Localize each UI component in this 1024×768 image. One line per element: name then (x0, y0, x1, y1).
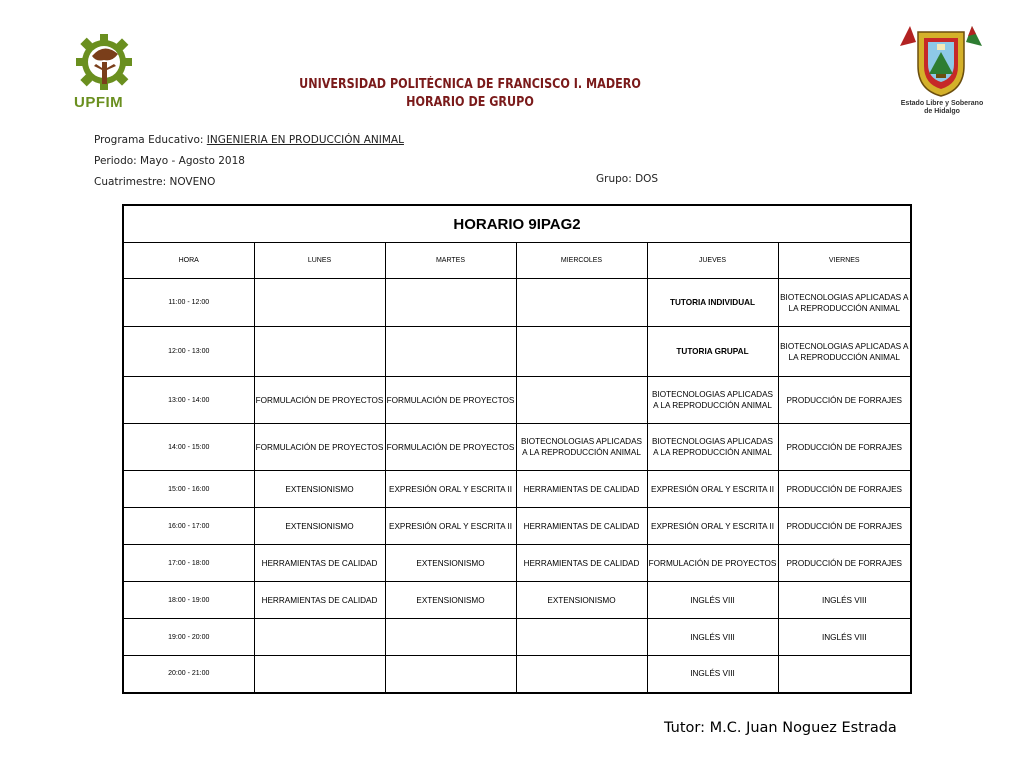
schedule-cell-miercoles: HERRAMIENTAS DE CALIDAD (516, 471, 647, 508)
schedule-cell-lunes (254, 656, 385, 693)
col-header-lunes: LUNES (254, 243, 385, 279)
table-row (123, 327, 911, 377)
schedule-table (122, 204, 912, 694)
schedule-cell-martes (385, 279, 516, 327)
coat-of-arms-caption: Estado Libre y Soberano de Hidalgo (900, 100, 984, 115)
coat-of-arms-icon (896, 16, 986, 100)
schedule-cell-viernes: INGLÉS VIII (778, 582, 911, 619)
tutor-footer: Tutor: M.C. Juan Noguez Estrada (664, 720, 897, 736)
schedule-cell-jueves: INGLÉS VIII (647, 582, 778, 619)
schedule-cell-lunes: HERRAMIENTAS DE CALIDAD (254, 582, 385, 619)
schedule-cell-martes: EXPRESIÓN ORAL Y ESCRITA II (385, 471, 516, 508)
program-info (94, 131, 404, 194)
programa-label: Programa Educativo: (94, 134, 207, 146)
hour-cell: 19:00 - 20:00 (123, 619, 254, 656)
hour-cell: 20:00 - 21:00 (123, 656, 254, 693)
grupo-label: Grupo: DOS (596, 173, 659, 185)
schedule-cell-lunes (254, 619, 385, 656)
schedule-title: HORARIO 9IPAG2 (123, 205, 911, 243)
schedule-cell-jueves: BIOTECNOLOGIAS APLICADAS A LA REPRODUCCIÓN ANIMAL (647, 424, 778, 471)
schedule-cell-jueves: EXPRESIÓN ORAL Y ESCRITA II (647, 508, 778, 545)
schedule-cell-lunes: FORMULACIÓN DE PROYECTOS (254, 377, 385, 424)
schedule-cell-martes: EXPRESIÓN ORAL Y ESCRITA II (385, 508, 516, 545)
schedule-cell-jueves: BIOTECNOLOGIAS APLICADAS A LA REPRODUCCIÓN ANIMAL (647, 377, 778, 424)
table-row (123, 582, 911, 619)
schedule-cell-jueves: INGLÉS VIII (647, 619, 778, 656)
schedule-cell-lunes (254, 327, 385, 377)
schedule-cell-miercoles: BIOTECNOLOGIAS APLICADAS A LA REPRODUCCIÓN ANIMAL (516, 424, 647, 471)
hour-cell: 14:00 - 15:00 (123, 424, 254, 471)
schedule-cell-lunes: FORMULACIÓN DE PROYECTOS (254, 424, 385, 471)
hour-cell: 17:00 - 18:00 (123, 545, 254, 582)
programa-row (94, 131, 404, 152)
schedule-cell-miercoles (516, 377, 647, 424)
periodo-row: Periodo: Mayo - Agosto 2018 (94, 155, 245, 167)
schedule-cell-miercoles: HERRAMIENTAS DE CALIDAD (516, 508, 647, 545)
document-title: HORARIO DE GRUPO (406, 95, 534, 110)
schedule-cell-viernes: INGLÉS VIII (778, 619, 911, 656)
col-header-hora: HORA (123, 243, 254, 279)
table-row (123, 279, 911, 327)
hour-cell: 11:00 - 12:00 (123, 279, 254, 327)
table-row (123, 619, 911, 656)
cuatrimestre-row: Cuatrimestre: NOVENO (94, 176, 216, 188)
col-header-miercoles: MIERCOLES (516, 243, 647, 279)
university-name: UNIVERSIDAD POLITÉCNICA DE FRANCISCO I. MADERO (299, 77, 641, 92)
table-row (123, 508, 911, 545)
programa-value: INGENIERIA EN PRODUCCIÓN ANIMAL (206, 134, 404, 146)
schedule-cell-miercoles (516, 619, 647, 656)
schedule-cell-lunes: EXTENSIONISMO (254, 471, 385, 508)
document-header (230, 76, 710, 112)
schedule-cell-lunes (254, 279, 385, 327)
hour-cell: 16:00 - 17:00 (123, 508, 254, 545)
hour-cell: 15:00 - 16:00 (123, 471, 254, 508)
schedule-cell-viernes: PRODUCCIÓN DE FORRAJES (778, 508, 911, 545)
schedule-cell-miercoles: EXTENSIONISMO (516, 582, 647, 619)
hour-cell: 12:00 - 13:00 (123, 327, 254, 377)
schedule-header-row (123, 243, 911, 279)
hour-cell: 13:00 - 14:00 (123, 377, 254, 424)
schedule-cell-lunes: HERRAMIENTAS DE CALIDAD (254, 545, 385, 582)
schedule-cell-martes: EXTENSIONISMO (385, 545, 516, 582)
schedule-body (123, 279, 911, 693)
table-row (123, 656, 911, 693)
table-row (123, 424, 911, 471)
schedule-cell-jueves: FORMULACIÓN DE PROYECTOS (647, 545, 778, 582)
schedule-cell-viernes: PRODUCCIÓN DE FORRAJES (778, 424, 911, 471)
schedule-cell-viernes: BIOTECNOLOGIAS APLICADAS A LA REPRODUCCIÓN ANIMAL (778, 327, 911, 377)
schedule-cell-martes: FORMULACIÓN DE PROYECTOS (385, 424, 516, 471)
schedule-cell-viernes: PRODUCCIÓN DE FORRAJES (778, 471, 911, 508)
schedule-cell-miercoles: HERRAMIENTAS DE CALIDAD (516, 545, 647, 582)
table-row (123, 545, 911, 582)
schedule-cell-viernes: BIOTECNOLOGIAS APLICADAS A LA REPRODUCCIÓN ANIMAL (778, 279, 911, 327)
col-header-martes: MARTES (385, 243, 516, 279)
schedule-cell-martes (385, 619, 516, 656)
table-row (123, 471, 911, 508)
schedule-cell-miercoles (516, 656, 647, 693)
schedule-cell-martes (385, 656, 516, 693)
col-header-jueves: JUEVES (647, 243, 778, 279)
upfim-logo (66, 34, 146, 112)
schedule-cell-jueves: INGLÉS VIII (647, 656, 778, 693)
schedule-cell-jueves: TUTORIA INDIVIDUAL (647, 279, 778, 327)
schedule-cell-viernes (778, 656, 911, 693)
schedule-cell-martes: FORMULACIÓN DE PROYECTOS (385, 377, 516, 424)
schedule-cell-miercoles (516, 279, 647, 327)
gear-tree-logo-icon (66, 34, 146, 94)
hour-cell: 18:00 - 19:00 (123, 582, 254, 619)
schedule-cell-jueves: EXPRESIÓN ORAL Y ESCRITA II (647, 471, 778, 508)
schedule-cell-jueves: TUTORIA GRUPAL (647, 327, 778, 377)
col-header-viernes: VIERNES (778, 243, 911, 279)
schedule-cell-viernes: PRODUCCIÓN DE FORRAJES (778, 545, 911, 582)
upfim-brand-text: UPFIM (74, 94, 124, 111)
schedule-cell-miercoles (516, 327, 647, 377)
schedule-cell-martes (385, 327, 516, 377)
table-row (123, 377, 911, 424)
schedule-cell-viernes: PRODUCCIÓN DE FORRAJES (778, 377, 911, 424)
schedule-cell-martes: EXTENSIONISMO (385, 582, 516, 619)
hidalgo-coat-of-arms (896, 16, 986, 116)
schedule-cell-lunes: EXTENSIONISMO (254, 508, 385, 545)
